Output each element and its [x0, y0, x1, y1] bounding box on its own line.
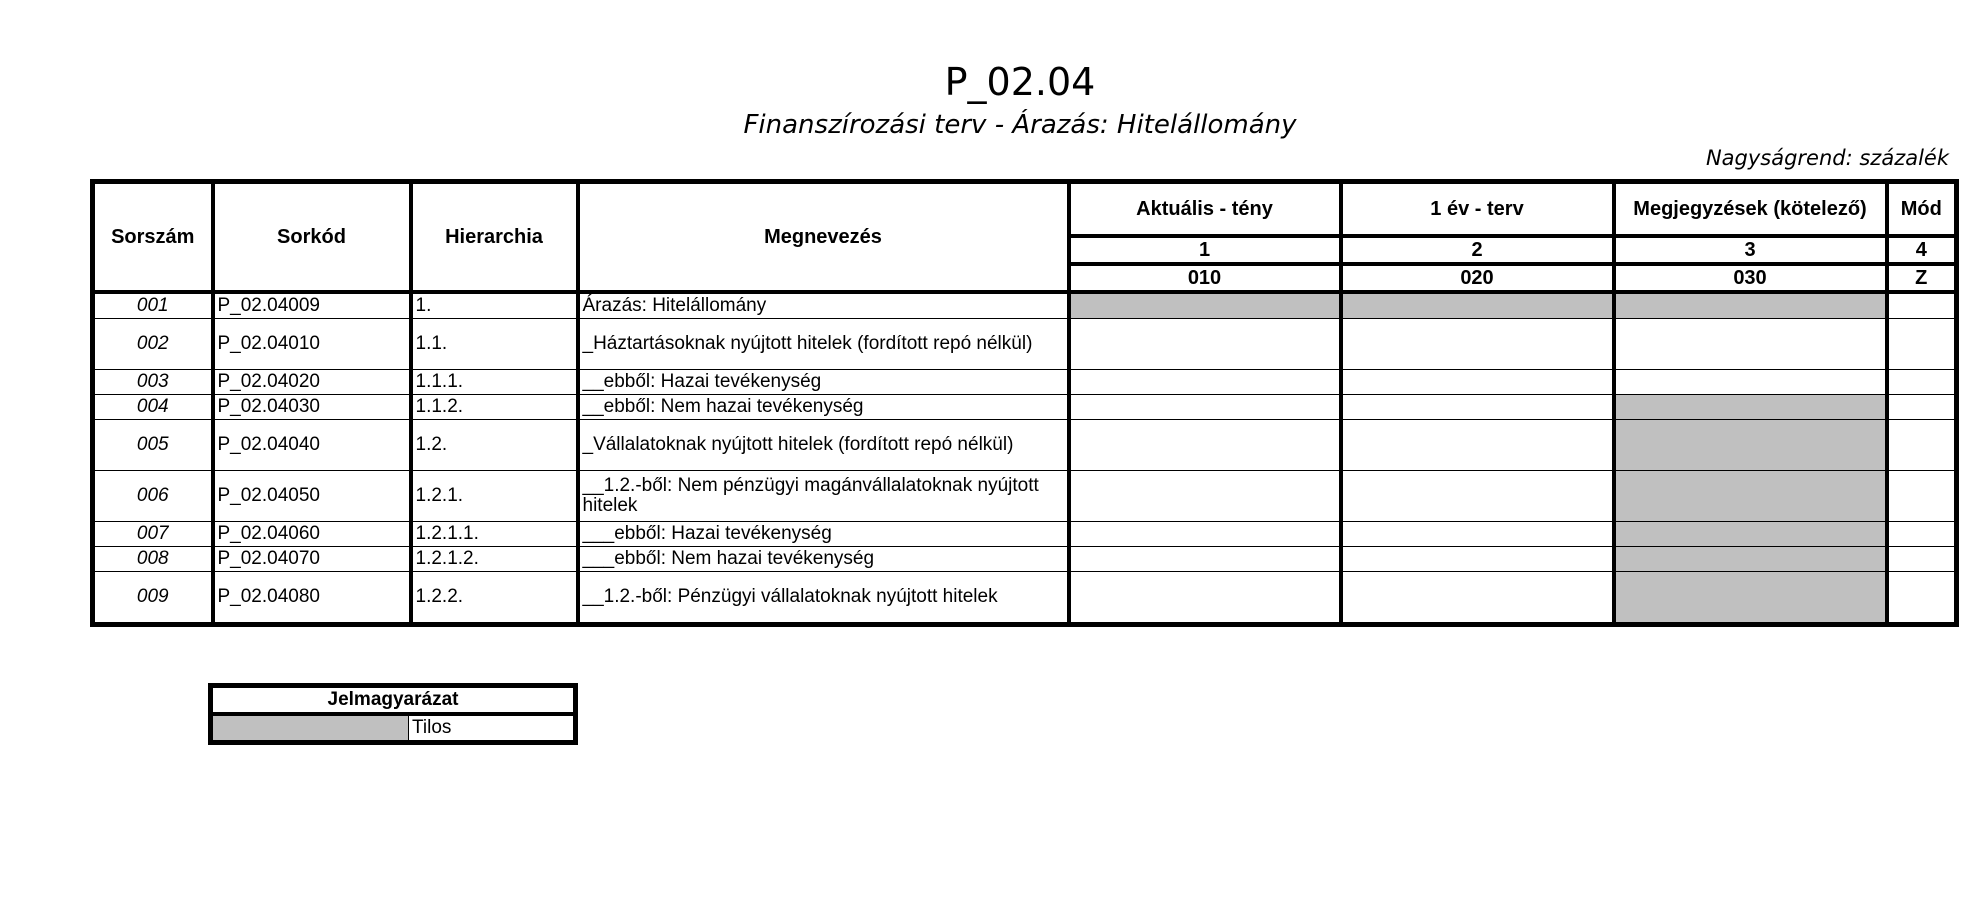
col-code-z: Z — [1887, 264, 1957, 292]
table-row — [93, 571, 1957, 624]
cell-forbidden — [1614, 546, 1887, 571]
table-row — [93, 292, 1957, 319]
cell-input[interactable] — [1341, 369, 1614, 394]
cell-input[interactable] — [1069, 571, 1341, 624]
col-code-030: 030 — [1614, 264, 1887, 292]
row-code: P_02.04070 — [213, 546, 411, 571]
table-row — [93, 521, 1957, 546]
cell-input[interactable] — [1069, 470, 1341, 521]
cell-input[interactable] — [1069, 394, 1341, 419]
legend-table — [208, 683, 578, 745]
table-row — [93, 470, 1957, 521]
row-name: ___ebből: Nem hazai tevékenység — [578, 546, 1069, 571]
row-code: P_02.04050 — [213, 470, 411, 521]
col-header-megjegyzes: Megjegyzések (kötelező) — [1614, 182, 1887, 236]
cell-mod[interactable] — [1887, 292, 1957, 319]
legend-title: Jelmagyarázat — [211, 686, 576, 715]
table-row — [93, 394, 1957, 419]
row-code: P_02.04040 — [213, 419, 411, 470]
row-num: 007 — [93, 521, 213, 546]
unit-label: Nagyságrend: százalék — [1705, 146, 1949, 170]
row-name: ___ebből: Hazai tevékenység — [578, 521, 1069, 546]
row-num: 009 — [93, 571, 213, 624]
row-code: P_02.04030 — [213, 394, 411, 419]
row-hierarchy: 1.2. — [411, 419, 578, 470]
cell-mod[interactable] — [1887, 470, 1957, 521]
cell-input[interactable] — [1341, 571, 1614, 624]
page-title: P_02.04 — [944, 60, 1096, 104]
cell-mod[interactable] — [1887, 394, 1957, 419]
row-hierarchy: 1.1.2. — [411, 394, 578, 419]
row-name: __1.2.-ből: Pénzügyi vállalatoknak nyújtott hitelek — [578, 571, 1069, 624]
row-code: P_02.04010 — [213, 318, 411, 369]
cell-forbidden — [1341, 292, 1614, 319]
cell-mod[interactable] — [1887, 546, 1957, 571]
legend-forbidden-label: Tilos — [409, 714, 576, 743]
table-row — [93, 369, 1957, 394]
cell-forbidden — [1614, 394, 1887, 419]
row-hierarchy: 1.2.1. — [411, 470, 578, 521]
cell-input[interactable] — [1069, 419, 1341, 470]
row-num: 006 — [93, 470, 213, 521]
row-num: 003 — [93, 369, 213, 394]
report-table — [90, 179, 1959, 627]
cell-input[interactable] — [1341, 470, 1614, 521]
row-name: _Háztartásoknak nyújtott hitelek (fordított repó nélkül) — [578, 318, 1069, 369]
cell-input[interactable] — [1069, 318, 1341, 369]
row-name: Árazás: Hitelállomány — [578, 292, 1069, 319]
cell-mod[interactable] — [1887, 318, 1957, 369]
row-hierarchy: 1.1. — [411, 318, 578, 369]
col-num-4: 4 — [1887, 236, 1957, 264]
cell-input[interactable] — [1341, 419, 1614, 470]
cell-mod[interactable] — [1887, 419, 1957, 470]
col-num-3: 3 — [1614, 236, 1887, 264]
col-header-megnevezes: Megnevezés — [578, 182, 1069, 292]
page-subtitle: Finanszírozási terv - Árazás: Hitelállomány — [743, 110, 1297, 140]
row-name: __ebből: Nem hazai tevékenység — [578, 394, 1069, 419]
row-hierarchy: 1.2.1.2. — [411, 546, 578, 571]
col-code-010: 010 — [1069, 264, 1341, 292]
table-row — [93, 419, 1957, 470]
cell-input[interactable] — [1069, 521, 1341, 546]
cell-forbidden — [1614, 419, 1887, 470]
cell-forbidden — [1614, 521, 1887, 546]
row-code: P_02.04080 — [213, 571, 411, 624]
row-code: P_02.04020 — [213, 369, 411, 394]
row-code: P_02.04060 — [213, 521, 411, 546]
cell-input[interactable] — [1341, 394, 1614, 419]
table-row — [93, 318, 1957, 369]
cell-forbidden — [1614, 571, 1887, 624]
cell-input[interactable] — [1069, 546, 1341, 571]
col-num-2: 2 — [1341, 236, 1614, 264]
col-header-aktualis: Aktuális - tény — [1069, 182, 1341, 236]
row-num: 001 — [93, 292, 213, 319]
col-header-hierarchia: Hierarchia — [411, 182, 578, 292]
row-hierarchy: 1.1.1. — [411, 369, 578, 394]
cell-forbidden — [1614, 470, 1887, 521]
col-header-mod: Mód — [1887, 182, 1957, 236]
cell-input[interactable] — [1069, 369, 1341, 394]
col-code-020: 020 — [1341, 264, 1614, 292]
col-num-1: 1 — [1069, 236, 1341, 264]
row-num: 008 — [93, 546, 213, 571]
row-hierarchy: 1.2.1.1. — [411, 521, 578, 546]
row-name: _Vállalatoknak nyújtott hitelek (fordított repó nélkül) — [578, 419, 1069, 470]
cell-input[interactable] — [1614, 369, 1887, 394]
row-code: P_02.04009 — [213, 292, 411, 319]
row-name: __1.2.-ből: Nem pénzügyi magánvállalatoknak nyújtott hitelek — [578, 470, 1069, 521]
row-hierarchy: 1.2.2. — [411, 571, 578, 624]
row-name: __ebből: Hazai tevékenység — [578, 369, 1069, 394]
row-num: 005 — [93, 419, 213, 470]
cell-input[interactable] — [1614, 318, 1887, 369]
col-header-sorszam: Sorszám — [93, 182, 213, 292]
cell-input[interactable] — [1341, 521, 1614, 546]
row-hierarchy: 1. — [411, 292, 578, 319]
cell-input[interactable] — [1341, 318, 1614, 369]
col-header-sorkod: Sorkód — [213, 182, 411, 292]
row-num: 004 — [93, 394, 213, 419]
row-num: 002 — [93, 318, 213, 369]
cell-mod[interactable] — [1887, 369, 1957, 394]
cell-mod[interactable] — [1887, 521, 1957, 546]
cell-input[interactable] — [1341, 546, 1614, 571]
table-row — [93, 546, 1957, 571]
legend-forbidden-swatch — [211, 714, 409, 743]
cell-forbidden — [1614, 292, 1887, 319]
col-header-terv: 1 év - terv — [1341, 182, 1614, 236]
cell-forbidden — [1069, 292, 1341, 319]
cell-mod[interactable] — [1887, 571, 1957, 624]
